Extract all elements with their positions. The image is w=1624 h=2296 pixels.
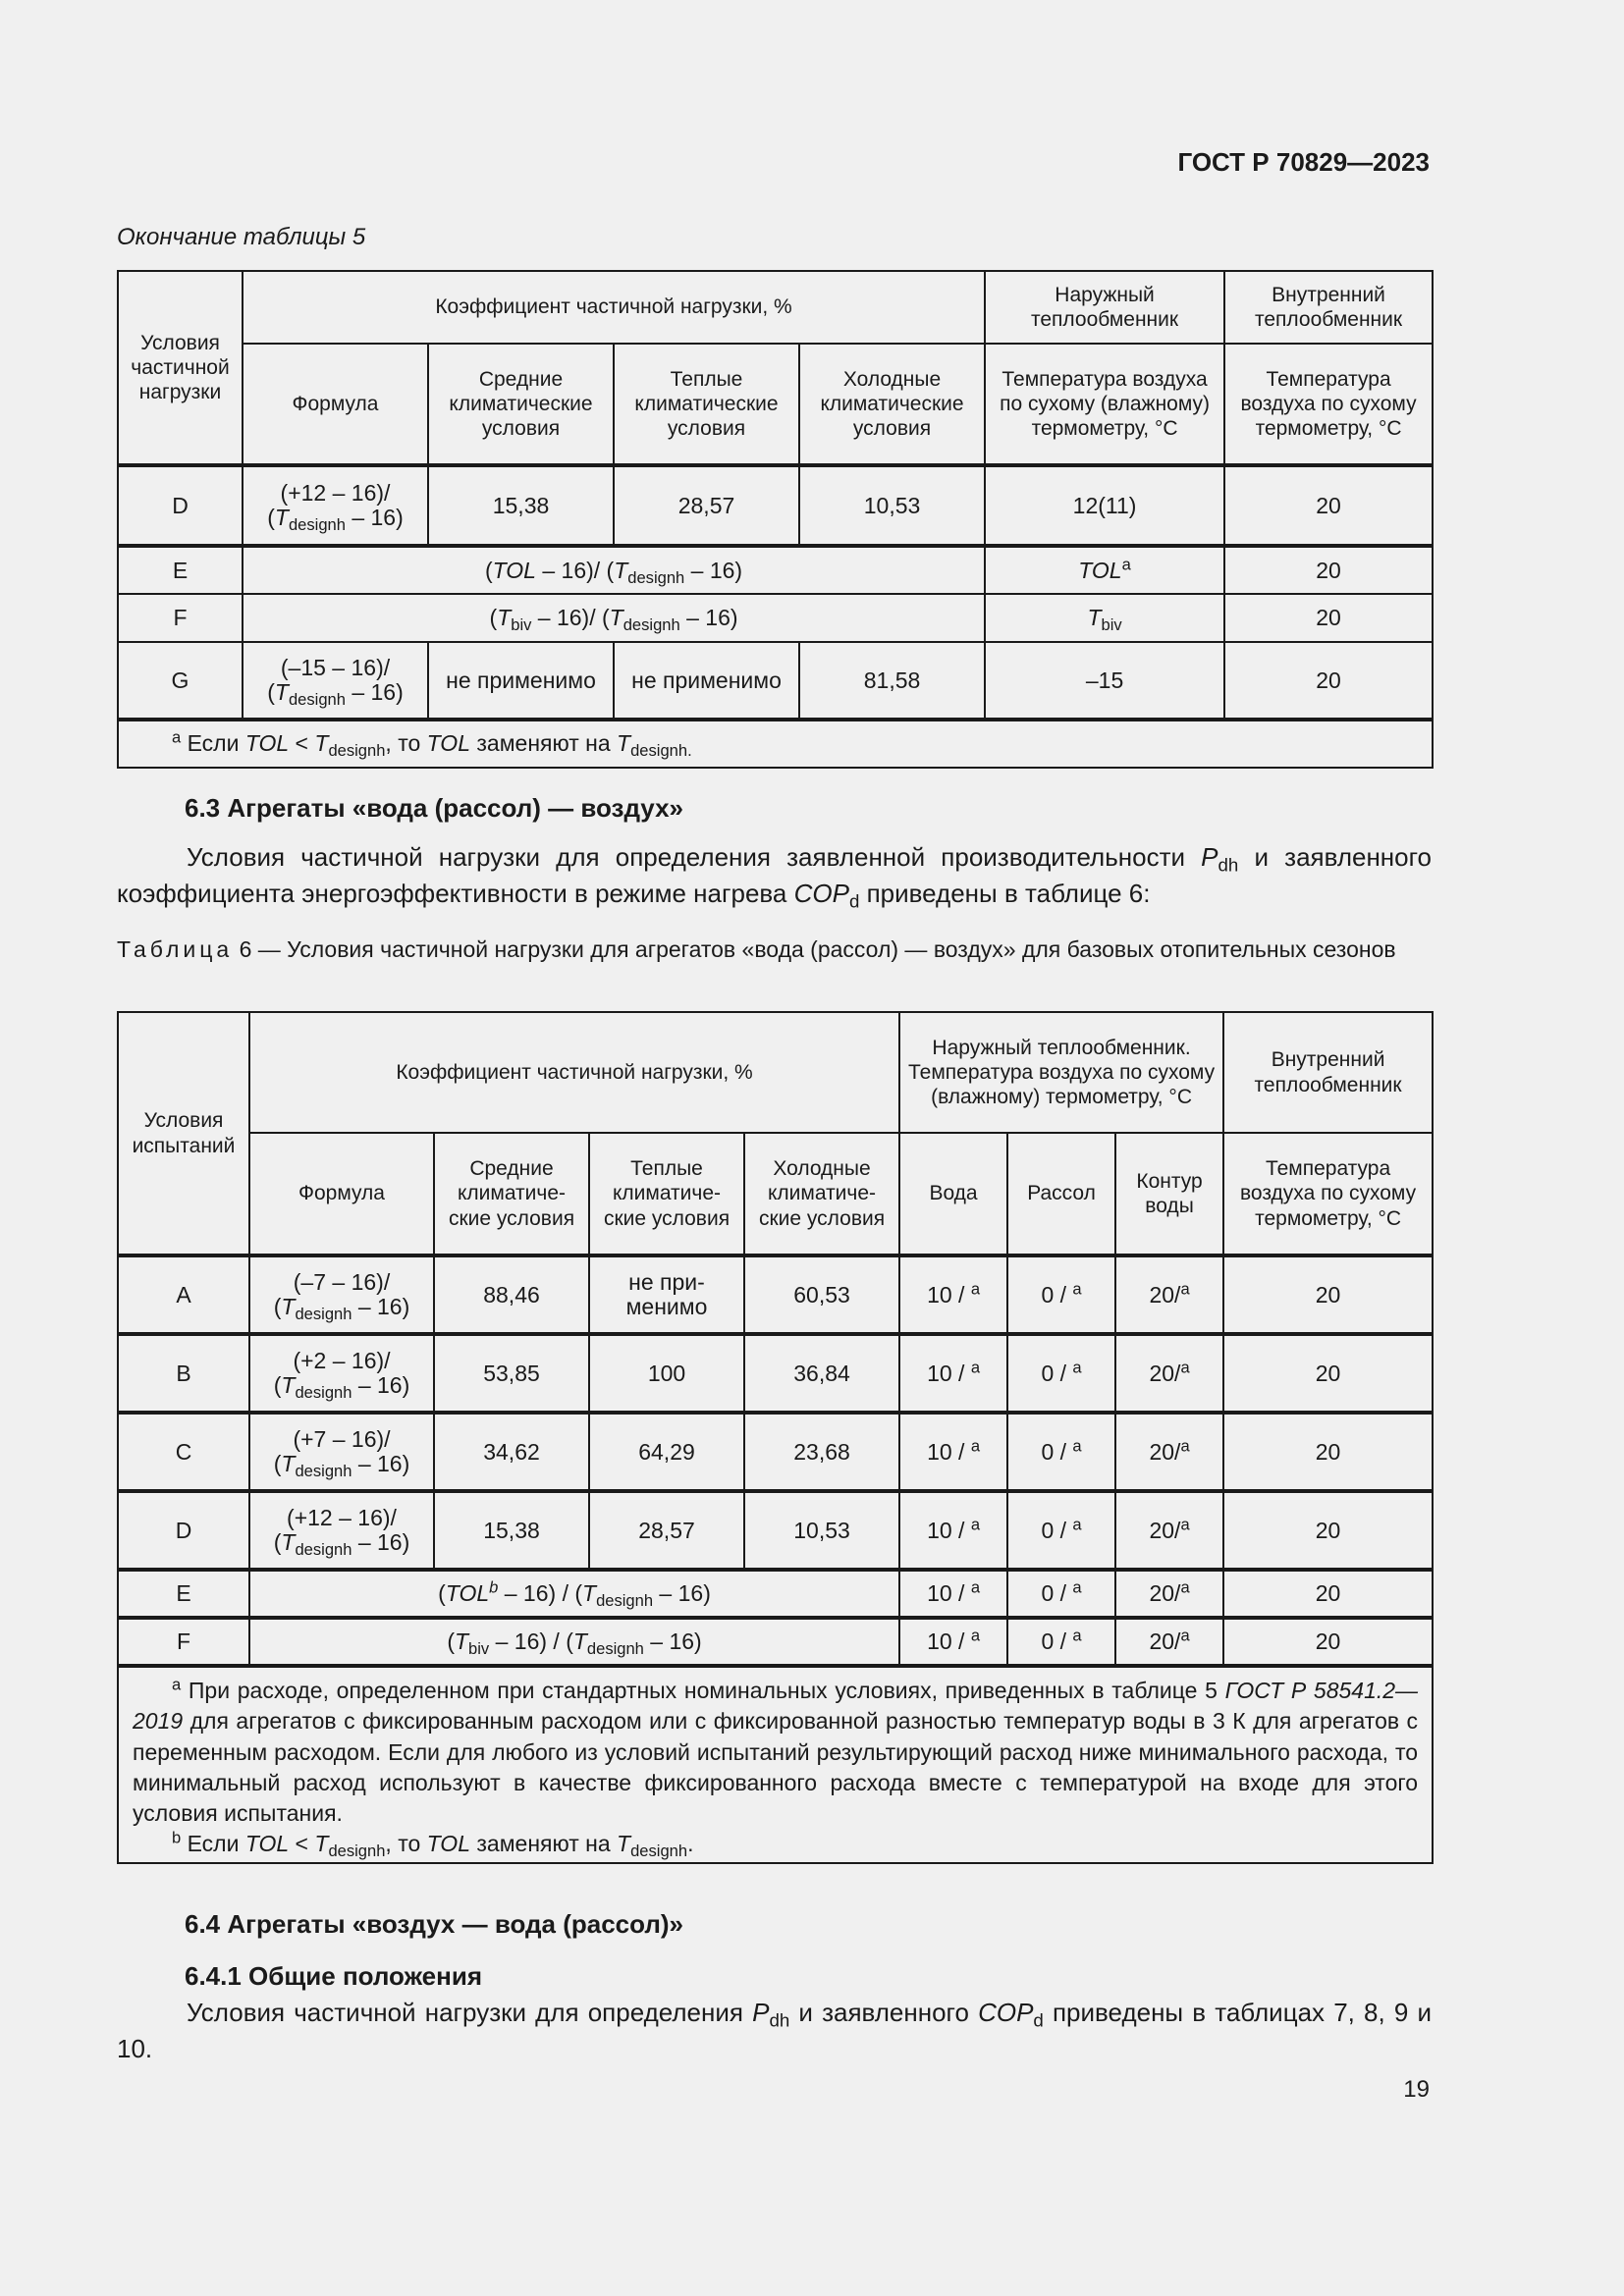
t6-cell-average: 53,85	[434, 1334, 589, 1413]
t5-cell-outdoor: TOL$^a$	[985, 546, 1224, 594]
table5-continuation-caption: Окончание таблицы 5	[117, 224, 366, 250]
t5-cell-formula: (+12 – 16)/ $(T_{designh} - 16)$	[243, 465, 428, 546]
t6-cell-water: 10 / $^a$	[899, 1255, 1007, 1334]
document-number: ГОСТ Р 70829—2023	[1177, 147, 1430, 177]
t6-cell-brine: 0 / $^a$	[1007, 1413, 1115, 1491]
table-row	[118, 1334, 1433, 1413]
section-6-4-1-paragraph: Условия частичной нагрузки для определения $P_{dh}$ и заявленного $COP_d$ приведены в таблицах 7, 8, 9 и 10.	[117, 1998, 1432, 2063]
t5-cell-indoor: 20	[1224, 594, 1433, 642]
t5-cell-indoor: 20	[1224, 465, 1433, 546]
t6-cell-brine: 0 / $^a$	[1007, 1334, 1115, 1413]
t5-header-indoor-temp: Температура воздуха по сухому термометру, °C	[1224, 344, 1433, 465]
section-6-3-heading: 6.3 Агрегаты «вода (рассол) — воздух»	[185, 793, 683, 823]
table-6	[117, 1011, 1434, 1864]
t6-cell-average: 34,62	[434, 1413, 589, 1491]
t5-header-formula: Формула	[243, 344, 428, 465]
t6-header-conditions: Условия испытаний	[118, 1012, 249, 1255]
t5-cell-average: не применимо	[428, 642, 614, 720]
t5-cell-cold: 81,58	[799, 642, 985, 720]
section-6-4-1-heading: 6.4.1 Общие положения	[185, 1961, 482, 1991]
t6-footnote-b: Если TOL < $T_{designh}$, то TOL заменяют на $T_{designh}$.	[181, 1831, 694, 1861]
t5-cell-warm: 28,57	[614, 465, 799, 546]
t6-cell-formula-merged: $(TOL^b - 16) / (T_{designh} - 16)$	[249, 1570, 899, 1618]
t5-cell-indoor: 20	[1224, 546, 1433, 594]
t6-header-warm: Теплые климатиче-ские условия	[589, 1133, 744, 1255]
t6-cell-water: 10 / $^a$	[899, 1334, 1007, 1413]
t6-cell-cold: 36,84	[744, 1334, 899, 1413]
t6-cell-indoor: 20	[1223, 1334, 1433, 1413]
t5-cell-warm: не применимо	[614, 642, 799, 720]
section-6-3-paragraph: Условия частичной нагрузки для определения заявленной производительности $P_{dh}$ и заявленного коэффициента энергоэффективности в режиме нагрева $COP_d$ приведены в таблице 6:	[117, 842, 1433, 912]
t6-header-indoor-temp: Температура воздуха по сухому термометру, °C	[1223, 1133, 1433, 1255]
t6-cell-formula: (–7 – 16)/ $(T_{designh} - 16)$	[249, 1255, 434, 1334]
table-5	[117, 270, 1434, 769]
t6-cell-brine: 0 / $^a$	[1007, 1570, 1115, 1618]
table-row	[118, 642, 1433, 720]
t6-cell-cold: 23,68	[744, 1413, 899, 1491]
t5-cell-cond: E	[118, 546, 243, 594]
table6-title: Таблица 6 — Условия частичной нагрузки для агрегатов «вода (рассол) — воздух» для базовых отопительных сезонов	[117, 936, 1396, 962]
t5-header-warm: Теплые климатические условия	[614, 344, 799, 465]
t6-cell-formula-merged: $(T_{biv} - 16) / (T_{designh} - 16)$	[249, 1618, 899, 1666]
t6-cell-brine: 0 / $^a$	[1007, 1618, 1115, 1666]
t6-header-cold: Холодные климатиче-ские условия	[744, 1133, 899, 1255]
t6-cell-indoor: 20	[1223, 1255, 1433, 1334]
table-row	[118, 546, 1433, 594]
t6-cell-warm: 100	[589, 1334, 744, 1413]
t6-cell-cold: 60,53	[744, 1255, 899, 1334]
t5-cell-outdoor: $T_{biv}$	[985, 594, 1224, 642]
t6-footnote-b-mark: b	[172, 1829, 182, 1848]
t6-cell-average: 88,46	[434, 1255, 589, 1334]
t6-cell-cond: D	[118, 1491, 249, 1570]
t6-header-outdoor: Наружный теплообменник. Температура воздуха по сухому (влажному) термометру, °C	[899, 1012, 1223, 1133]
t5-cell-outdoor: –15	[985, 642, 1224, 720]
t5-header-outdoor: Наружный теплообменник	[985, 271, 1224, 344]
t6-cell-average: 15,38	[434, 1491, 589, 1570]
page-number: 19	[1403, 2076, 1430, 2103]
t6-cell-loop: 20/$^a$	[1115, 1334, 1223, 1413]
t6-header-water: Вода	[899, 1133, 1007, 1255]
t6-cell-cond: F	[118, 1618, 249, 1666]
t6-header-brine: Рассол	[1007, 1133, 1115, 1255]
t5-cell-formula-merged: (TOL – 16)/ $(T_{designh} - 16)$	[243, 546, 985, 594]
t6-cell-warm: не при-менимо	[589, 1255, 744, 1334]
t6-cell-warm: 64,29	[589, 1413, 744, 1491]
t5-header-conditions: Условия частичной нагрузки	[118, 271, 243, 465]
t5-header-plr: Коэффициент частичной нагрузки, %	[243, 271, 985, 344]
t5-cell-outdoor: 12(11)	[985, 465, 1224, 546]
t6-cell-loop: 20/$^a$	[1115, 1570, 1223, 1618]
t6-cell-loop: 20/$^a$	[1115, 1255, 1223, 1334]
t6-cell-cold: 10,53	[744, 1491, 899, 1570]
t6-header-formula: Формула	[249, 1133, 434, 1255]
t6-header-indoor: Внутренний теплообменник	[1223, 1012, 1433, 1133]
t6-cell-cond: B	[118, 1334, 249, 1413]
t5-cell-formula: (–15 – 16)/ $(T_{designh} - 16)$	[243, 642, 428, 720]
t6-cell-formula: (+7 – 16)/ $(T_{designh} - 16)$	[249, 1413, 434, 1491]
t6-cell-cond: C	[118, 1413, 249, 1491]
t6-cell-brine: 0 / $^a$	[1007, 1255, 1115, 1334]
t6-cell-indoor: 20	[1223, 1570, 1433, 1618]
t5-header-outdoor-temp: Температура воздуха по сухому (влажному) термометру, °C	[985, 344, 1224, 465]
t6-header-plr: Коэффициент частичной нагрузки, %	[249, 1012, 899, 1133]
table-row	[118, 1618, 1433, 1666]
table-row	[118, 1413, 1433, 1491]
t6-cell-formula: (+12 – 16)/ $(T_{designh} - 16)$	[249, 1491, 434, 1570]
t5-header-average: Средние климатические условия	[428, 344, 614, 465]
t6-header-average: Средние климатиче-ские условия	[434, 1133, 589, 1255]
table-row	[118, 1255, 1433, 1334]
table-row	[118, 1570, 1433, 1618]
t6-cell-water: 10 / $^a$	[899, 1618, 1007, 1666]
t5-cell-cond: D	[118, 465, 243, 546]
t5-cell-formula-merged: $(T_{biv} - 16)/$ $(T_{designh} - 16)$	[243, 594, 985, 642]
t6-cell-water: 10 / $^a$	[899, 1413, 1007, 1491]
t6-cell-cond: A	[118, 1255, 249, 1334]
t6-footnote-a: $^a$ При расходе, определенном при стандартных номинальных условиях, приведенных в таблице 5 ГОСТ Р 58541.2—2019 для агрегатов с фиксированным расходом или с фиксированной разностью температур воды в 3 К для агрегатов с переменным расходом. Если для любого из условий испытаний результирующий расход ниже минимального расхода, то минимальный расход используют в качестве фиксированного расхода вместе с температурой на входе для этого условия испытания. $^b$ Если TOL < $T_{designh}$, то TOL заменяют на $T_{designh}$.	[118, 1666, 1433, 1863]
t5-footnote: $^a$ Если TOL < $T_{designh}$, то TOL заменяют на $T_{designh.}$	[118, 720, 1433, 768]
t5-header-cold: Холодные климатические условия	[799, 344, 985, 465]
t6-cell-formula: (+2 – 16)/ $(T_{designh} - 16)$	[249, 1334, 434, 1413]
t6-cell-loop: 20/$^a$	[1115, 1618, 1223, 1666]
t5-cell-cond: F	[118, 594, 243, 642]
table-row	[118, 465, 1433, 546]
t5-header-indoor: Внутренний теплообменник	[1224, 271, 1433, 344]
t6-cell-cond: E	[118, 1570, 249, 1618]
t6-cell-indoor: 20	[1223, 1618, 1433, 1666]
t6-cell-water: 10 / $^a$	[899, 1491, 1007, 1570]
t6-cell-brine: 0 / $^a$	[1007, 1491, 1115, 1570]
section-6-4-heading: 6.4 Агрегаты «воздух — вода (рассол)»	[185, 1909, 683, 1939]
t6-cell-indoor: 20	[1223, 1413, 1433, 1491]
t6-cell-indoor: 20	[1223, 1491, 1433, 1570]
t5-cell-cold: 10,53	[799, 465, 985, 546]
table-row	[118, 594, 1433, 642]
t6-cell-water: 10 / $^a$	[899, 1570, 1007, 1618]
t6-cell-loop: 20/$^a$	[1115, 1413, 1223, 1491]
t6-cell-loop: 20/$^a$	[1115, 1491, 1223, 1570]
t6-header-loop: Контур воды	[1115, 1133, 1223, 1255]
t6-cell-warm: 28,57	[589, 1491, 744, 1570]
table-row	[118, 1491, 1433, 1570]
t5-cell-indoor: 20	[1224, 642, 1433, 720]
t5-cell-average: 15,38	[428, 465, 614, 546]
t5-cell-cond: G	[118, 642, 243, 720]
